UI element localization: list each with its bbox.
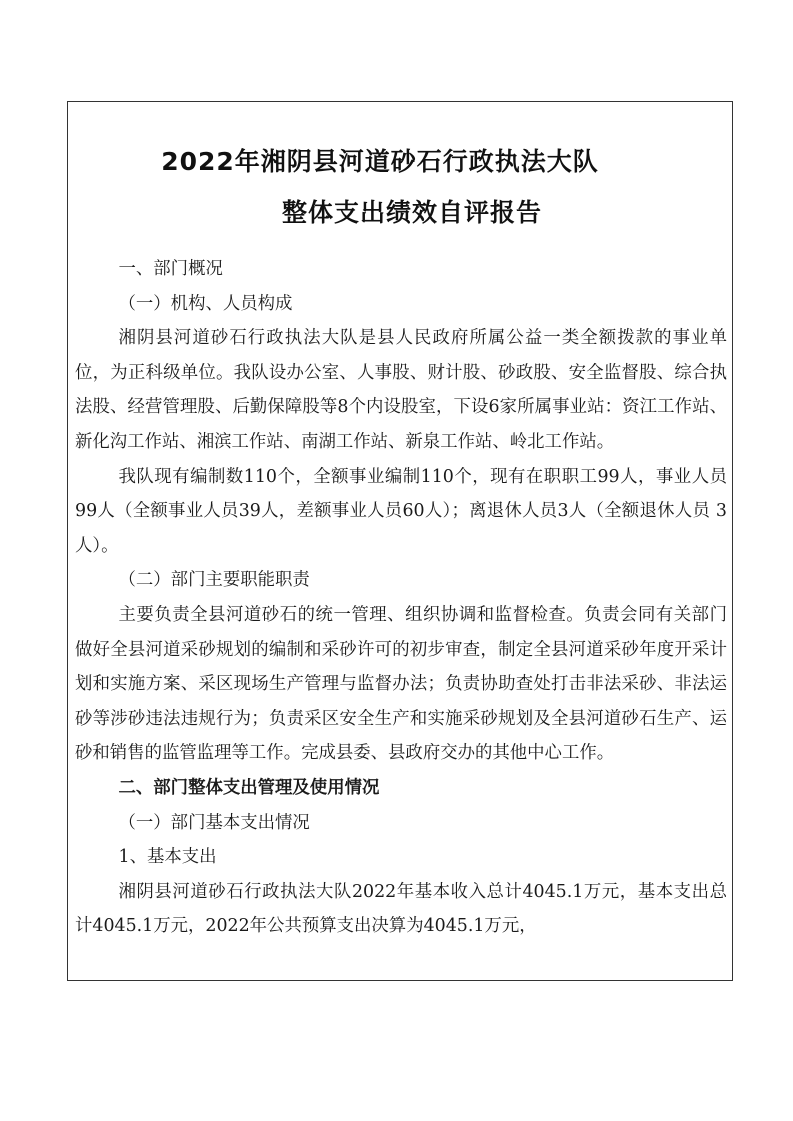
subheading-basic-expenditure: （一）部门基本支出情况 xyxy=(118,812,310,833)
heading-department-overview: 一、部门概况 xyxy=(118,259,223,279)
paragraph-duties: 主要负责全县河道砂石的统一管理、组织协调和监督检查。负责会同有关部门做好全县河道采砂规划的编制和采砂许可的初步审查，制定全县河道采砂年度开采计划和实施方案、采区现场生产管理与监督办法；负责协助查处打击非法采砂、非法运砂等涉砂违法违规行为；负责采区安全生产和实施采砂规划及全县河道砂石生产、运砂和销售的监管监理等工作。完成县委、县政府交办的其他中心工作。 xyxy=(75,604,727,764)
paragraph-basic-expenditure: 湘阴县河道砂石行政执法大队2022年基本收入总计4045.1万元，基本支出总计4045.1万元，2022年公共预算支出决算为4045.1万元， xyxy=(75,881,727,937)
subheading-duties: （二）部门主要职能职责 xyxy=(118,570,310,591)
page-frame xyxy=(67,101,733,981)
subheading-organization: （一）机构、人员构成 xyxy=(118,293,293,314)
report-body xyxy=(75,252,727,944)
report-title-line1: 2022年湘阴县河道砂石行政执法大队 xyxy=(161,147,599,176)
paragraph-staffing: 我队现有编制数110个，全额事业编制110个，现有在职职工99人，事业人员99人（全额事业人员39人，差额事业人员60人）；离退休人员3人（全额退休人员 3人）。 xyxy=(75,466,727,556)
heading-expenditure-management: 二、部门整体支出管理及使用情况 xyxy=(118,777,380,798)
report-title-line2: 整体支出绩效自评报告 xyxy=(281,198,542,227)
subheading-basic-expenditure-item: 1、基本支出 xyxy=(118,847,217,868)
paragraph-organization: 湘阴县河道砂石行政执法大队是县人民政府所属公益一类全额拨款的事业单位，为正科级单位。我队设办公室、人事股、财计股、砂政股、安全监督股、综合执法股、经营管理股、后勤保障股等8个内设股室，下设6家所属事业站：资江工作站、新化沟工作站、湘滨工作站、南湖工作站、新泉工作站、岭北工作站。 xyxy=(75,328,727,452)
